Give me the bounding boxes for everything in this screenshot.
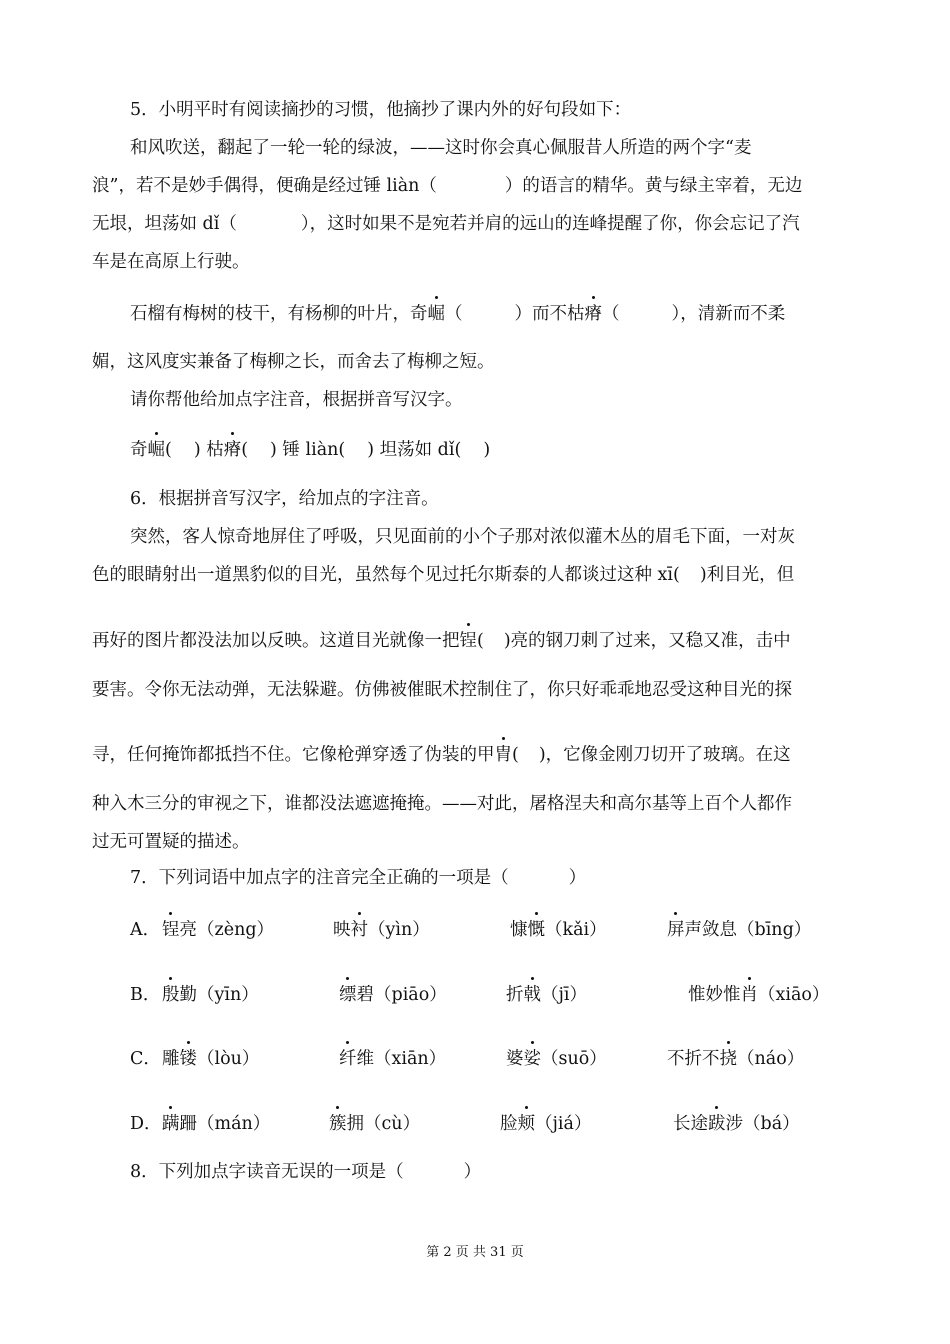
- dotted-char: 崛: [427, 304, 445, 324]
- dotted-char: 跋: [708, 1114, 726, 1134]
- q7-option-a-item1: 锃亮（zèng）: [162, 920, 275, 940]
- q5-passage2-line1: 石榴有梅树的枝干，有杨柳的叶片，奇崛（ ）而不枯瘠（ ），清新而不柔: [130, 304, 786, 324]
- dotted-char: 挠: [719, 1049, 737, 1069]
- dotted-char: 蹒: [162, 1114, 180, 1134]
- dotted-char: 缥: [339, 985, 357, 1005]
- dotted-char: 慨: [527, 920, 545, 940]
- q7-option-c-item2: 纤维（xiān）: [339, 1049, 447, 1069]
- dotted-char: 镂: [179, 1049, 197, 1069]
- dotted-char: 簇: [329, 1114, 347, 1134]
- q5-intro: 5．小明平时有阅读摘抄的习惯，他摘抄了课内外的好句段如下：: [130, 100, 632, 120]
- dotted-char: 颊: [517, 1114, 535, 1134]
- dotted-char: 锃: [162, 920, 180, 940]
- dotted-char: 衬: [350, 920, 368, 940]
- page-footer: 第 2 页 共 31 页: [426, 1245, 524, 1260]
- q7-option-d-label[interactable]: D．: [130, 1114, 162, 1134]
- q6-line2: 色的眼睛射出一道黑豹似的目光，虽然每个见过托尔斯泰的人都谈过这种 xī( )利目光，但: [92, 565, 795, 585]
- q5-instruction: 请你帮他给加点字注音，根据拼音写汉字。: [130, 390, 463, 410]
- q7-option-a-item4: 屏声敛息（bīng）: [667, 920, 812, 940]
- q7-option-d-item3: 脸颊（jiá）: [500, 1114, 592, 1134]
- dotted-char: 崛: [147, 440, 165, 460]
- q5-passage1-line1: 和风吹送，翻起了一轮一轮的绿波，——这时你会真心佩服昔人所造的两个字“麦: [130, 138, 752, 158]
- dotted-char: 肖: [740, 985, 758, 1005]
- q7-option-b-item1: 殷勤（yīn）: [162, 985, 259, 1005]
- dotted-char: 瘠: [223, 440, 242, 460]
- dotted-char: 胄: [494, 745, 512, 765]
- dotted-char: 娑: [523, 1049, 541, 1069]
- q7-option-c-item1: 雕镂（lòu）: [162, 1049, 260, 1069]
- q5-passage1-line2: 浪”，若不是妙手偶得，便确是经过锤 liàn（ ）的语言的精华。黄与绿主宰着，无边: [92, 176, 803, 196]
- q7-option-b-item2: 缥碧（piāo）: [339, 985, 447, 1005]
- dotted-char: 锃: [459, 631, 477, 651]
- q5-passage1-line4: 车是在高原上行驶。: [92, 252, 250, 272]
- q6-intro: 6．根据拼音写汉字，给加点的字注音。: [130, 489, 439, 509]
- q7-option-c-item4: 不折不挠（náo）: [667, 1049, 805, 1069]
- q7-option-c-label[interactable]: C．: [130, 1049, 161, 1069]
- q6-line4: 要害。令你无法动弹，无法躲避。仿佛被催眠术控制住了，你只好乖乖地忍受这种目光的探: [92, 680, 792, 700]
- q8-stem: 8．下列加点字读音无误的一项是（ ）: [130, 1162, 482, 1182]
- q5-answer-line: 奇崛( ) 枯瘠( ) 锤 liàn( ) 坦荡如 dǐ( ): [130, 440, 491, 460]
- q6-line6: 种入木三分的审视之下，谁都没法遮遮掩掩。——对此，屠格涅夫和高尔基等上百个人都作: [92, 794, 792, 814]
- q7-stem: 7．下列词语中加点字的注音完全正确的一项是（ ）: [130, 868, 587, 888]
- dotted-char: 戟: [523, 985, 541, 1005]
- q6-line1: 突然，客人惊奇地屏住了呼吸，只见面前的小个子那对浓似灌木丛的眉毛下面，一对灰: [130, 527, 795, 547]
- q7-option-b-label[interactable]: B．: [130, 985, 161, 1005]
- q6-line3: 再好的图片都没法加以反映。这道目光就像一把锃( )亮的钢刀刺了过来，又稳又准，击中: [92, 631, 791, 651]
- dotted-char: 瘠: [584, 304, 602, 324]
- q7-option-d-item4: 长途跋涉（bá）: [673, 1114, 800, 1134]
- q6-line7: 过无可置疑的描述。: [92, 832, 250, 852]
- q7-option-d-item2: 簇拥（cù）: [329, 1114, 421, 1134]
- q7-option-a-item2: 映衬（yìn）: [333, 920, 430, 940]
- dotted-char: 纤: [339, 1049, 357, 1069]
- q7-option-d-item1: 蹒跚（mán）: [162, 1114, 271, 1134]
- q7-option-a-item3: 慷慨（kǎi）: [510, 920, 607, 940]
- dotted-char: 屏: [667, 920, 685, 940]
- q7-option-c-item3: 婆娑（suō）: [506, 1049, 607, 1069]
- q5-passage2-line2: 媚，这风度实兼备了梅柳之长，而舍去了梅柳之短。: [92, 352, 495, 372]
- q5-passage1-line3: 无垠，坦荡如 dǐ（ ），这时如果不是宛若并肩的远山的连峰提醒了你，你会忘记了汽: [92, 214, 800, 234]
- q6-line5: 寻，任何掩饰都抵挡不住。它像枪弹穿透了伪装的甲胄( )，它像金刚刀切开了玻璃。在这: [92, 745, 791, 765]
- dotted-char: 殷: [162, 985, 180, 1005]
- q7-option-a-label[interactable]: A．: [130, 920, 161, 940]
- q7-option-b-item4: 惟妙惟肖（xiāo）: [688, 985, 830, 1005]
- q7-option-b-item3: 折戟（jī）: [506, 985, 588, 1005]
